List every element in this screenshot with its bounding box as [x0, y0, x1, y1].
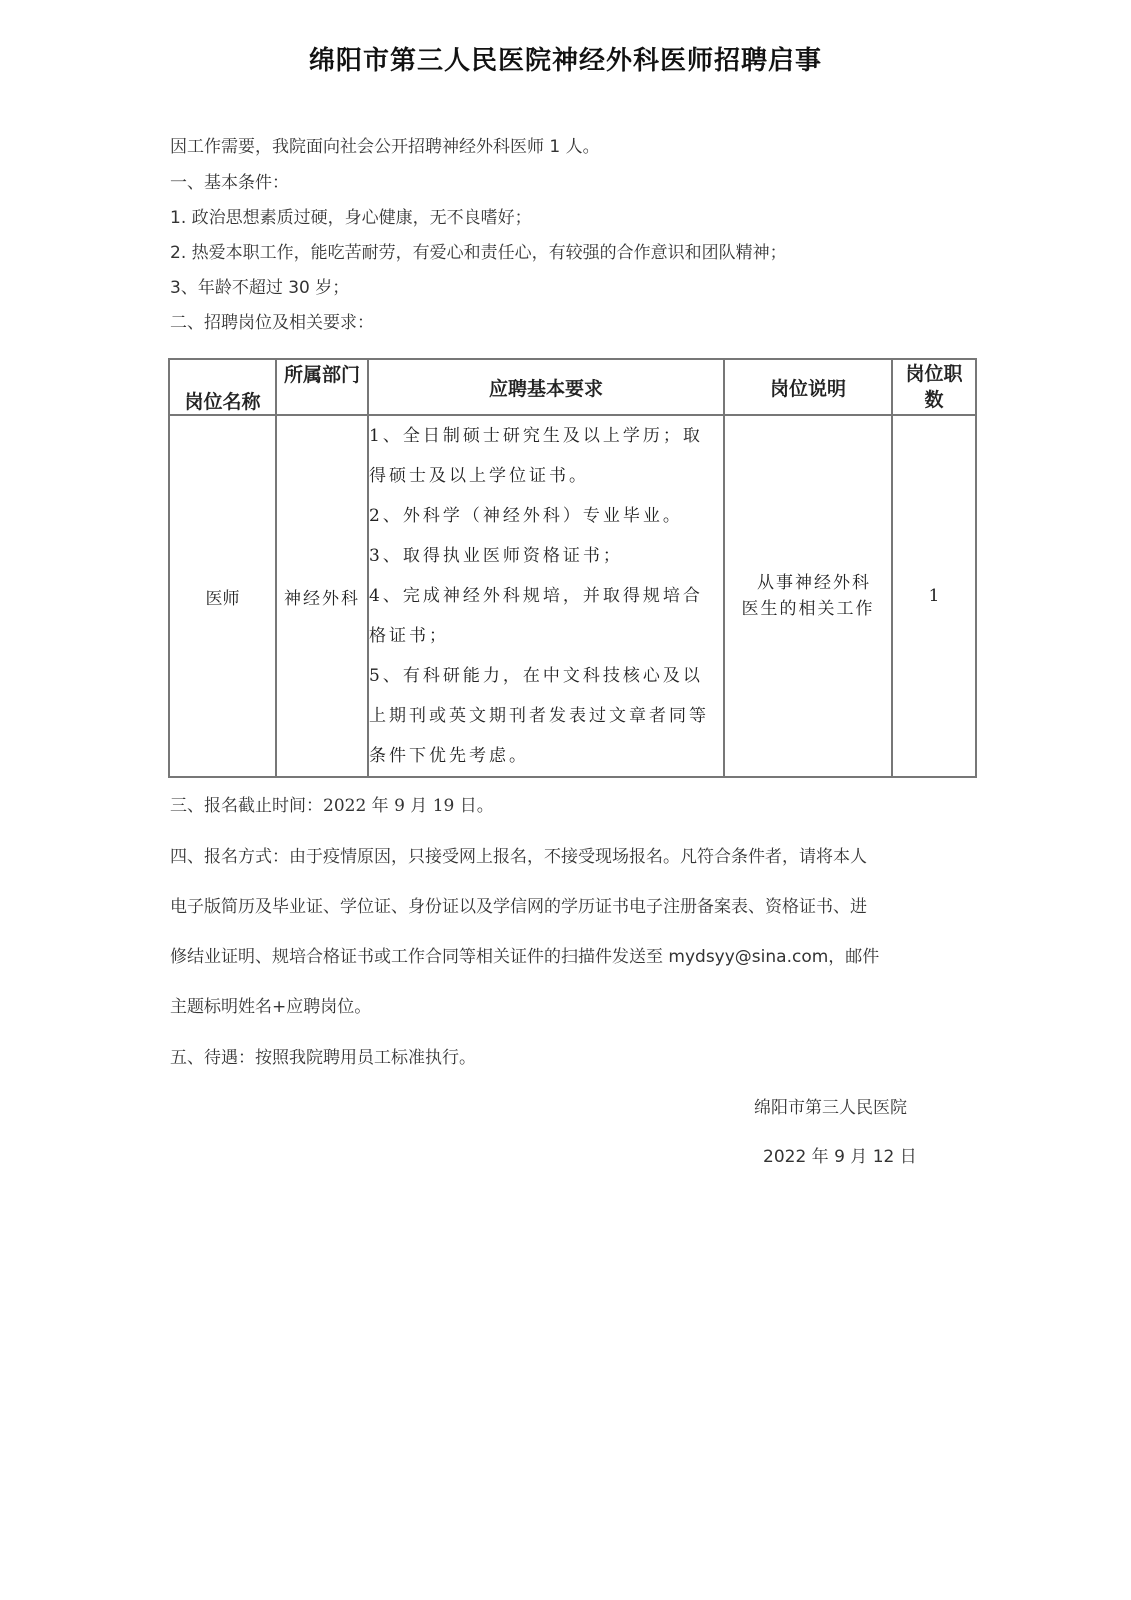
condition-2: 2. 热爱本职工作，能吃苦耐劳，有爱心和责任心，有较强的合作意识和团队精神； — [170, 243, 787, 263]
section-1-heading: 一、基本条件： — [170, 173, 289, 193]
section-2-heading: 二、招聘岗位及相关要求： — [170, 313, 374, 333]
section-4-line-4: 主题标明姓名+应聘岗位。 — [170, 997, 372, 1017]
requirement-line: 上期刊或英文期刊者发表过文章者同等 — [369, 706, 709, 726]
header-count — [892, 359, 976, 415]
cell-description — [724, 415, 892, 777]
requirement-line: 得硕士及以上学位证书。 — [369, 466, 589, 486]
requirement-line: 格证书； — [369, 626, 449, 646]
header-description: 岗位说明 — [724, 359, 892, 415]
requirement-line: 3、取得执业医师资格证书； — [369, 546, 623, 566]
cell-department: 神经外科 — [276, 415, 368, 777]
requirement-line: 4、完成神经外科规培，并取得规培合 — [369, 586, 703, 606]
intro-paragraph: 因工作需要，我院面向社会公开招聘神经外科医师 1 人。 — [170, 137, 600, 157]
description-line-2: 医生的相关工作 — [741, 599, 875, 619]
section-4-line-3: 修结业证明、规培合格证书或工作合同等相关证件的扫描件发送至 mydsyy@sina.com，邮件 — [170, 947, 880, 967]
table-header-row — [169, 359, 976, 415]
cell-count: 1 — [892, 415, 976, 777]
requirement-line: 2、外科学（神经外科）专业毕业。 — [369, 506, 683, 526]
header-position: 岗位名称 — [169, 359, 276, 415]
cell-requirements — [368, 415, 724, 777]
document-title: 绵阳市第三人民医院神经外科医师招聘启事 — [308, 46, 822, 76]
condition-3: 3、年龄不超过 30 岁； — [170, 278, 350, 298]
section-4-line-2: 电子版简历及毕业证、学位证、身份证以及学信网的学历证书电子注册备案表、资格证书、进 — [170, 897, 867, 917]
section-4-line-1: 四、报名方式：由于疫情原因，只接受网上报名，不接受现场报名。凡符合条件者，请将本人 — [170, 847, 867, 867]
signature-org: 绵阳市第三人民医院 — [754, 1098, 907, 1118]
section-5-benefits: 五、待遇：按照我院聘用员工标准执行。 — [170, 1048, 476, 1068]
condition-1: 1. 政治思想素质过硬，身心健康，无不良嗜好； — [170, 208, 532, 228]
recruitment-table — [168, 358, 977, 778]
header-department: 所属部门 — [276, 359, 368, 415]
requirement-line: 1、全日制硕士研究生及以上学历；取 — [369, 426, 703, 446]
table-row — [169, 415, 976, 777]
requirement-line: 5、有科研能力，在中文科技核心及以 — [369, 666, 703, 686]
section-3-deadline: 三、报名截止时间：2022 年 9 月 19 日。 — [170, 796, 494, 816]
signature-date: 2022 年 9 月 12 日 — [763, 1147, 917, 1167]
cell-position: 医师 — [169, 415, 276, 777]
description-line-1: 从事神经外科 — [757, 573, 871, 593]
header-count-line-1: 岗位职 — [905, 363, 963, 385]
header-count-line-2: 数 — [924, 389, 944, 411]
requirement-line: 条件下优先考虑。 — [369, 746, 529, 766]
header-requirements: 应聘基本要求 — [368, 359, 724, 415]
